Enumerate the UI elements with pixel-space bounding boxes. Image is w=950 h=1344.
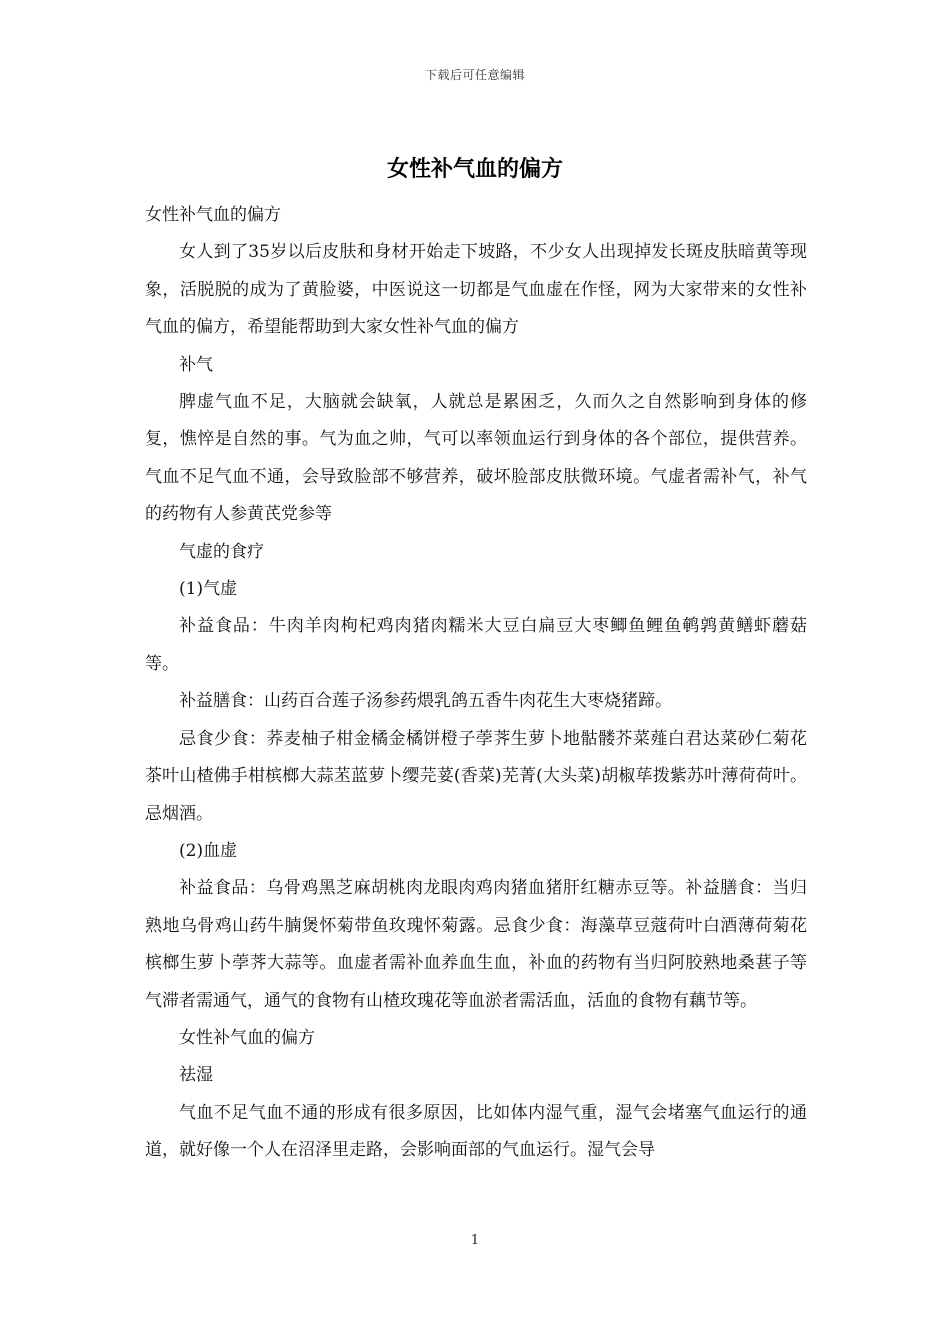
paragraph-subtitle: 女性补气血的偏方 (145, 205, 281, 225)
document-body (145, 197, 807, 1170)
paragraph-heading-qixu: (1)气虚 (179, 579, 238, 600)
paragraph-qixu-foods: 补益食品：牛肉羊肉枸杞鸡肉猪肉糯米大豆白扁豆大枣鲫鱼鲤鱼鹌鹑黄鳝虾蘑菇等。 (145, 616, 807, 674)
document-title: 女性补气血的偏方 (386, 156, 563, 182)
paragraph-heading-xuexu: (2)血虚 (179, 840, 238, 861)
paragraph-buqi: 脾虚气血不足，大脑就会缺氧，人就总是累困乏，久而久之自然影响到身体的修复，憔悴是自然的事。气为血之帅，气可以率领血运行到身体的各个部位，提供营养。气血不足气血不通，会导致脸部不够营养，破坏脸部皮肤微环境。气虚者需补气，补气的药物有人参黄芪党参等 (145, 392, 807, 525)
paragraph-xuexu: 补益食品：乌骨鸡黑芝麻胡桃肉龙眼肉鸡肉猪血猪肝红糖赤豆等。补益膳食：当归熟地乌骨鸡山药牛腩煲怀菊带鱼玫瑰怀菊露。忌食少食：海藻草豆蔻荷叶白酒薄荷菊花槟榔生萝卜荸荠大蒜等。血虚者需补血养血生血，补血的药物有当归阿胶熟地桑葚子等气滞者需通气，通气的食物有山楂玫瑰花等血淤者需活血，活血的食物有藕节等。 (145, 878, 807, 1011)
paragraph-qixu-meals: 补益膳食：山药百合莲子汤参药煨乳鸽五香牛肉花生大枣烧猪蹄。 (179, 691, 672, 712)
paragraph-heading-qushi: 祛湿 (179, 1065, 213, 1086)
page-number: 1 (470, 1233, 480, 1248)
paragraph-qushi: 气血不足气血不通的形成有很多原因，比如体内湿气重，湿气会堵塞气血运行的通道，就好像一个人在沼泽里走路，会影响面部的气血运行。湿气会导 (145, 1102, 807, 1161)
paragraph-section-title: 女性补气血的偏方 (179, 1027, 315, 1048)
header-note: 下载后可任意编辑 (424, 68, 525, 82)
paragraph-heading-buqi: 补气 (179, 354, 213, 375)
paragraph-intro: 女人到了35岁以后皮肤和身材开始走下坡路，不少女人出现掉发长斑皮肤暗黄等现象，活脱脱的成为了黄脸婆，中医说这一切都是气血虚在作怪，网为大家带来的女性补气血的偏方，希望能帮助到大家女性补气血的偏方 (145, 242, 807, 338)
paragraph-qixu-avoid: 忌食少食：荞麦柚子柑金橘金橘饼橙子荸荠生萝卜地骷髅芥菜薤白君达菜砂仁菊花茶叶山楂佛手柑槟榔大蒜苤蓝萝卜缨芫荽(香菜)芜菁(大头菜)胡椒荜拨紫苏叶薄荷荷叶。忌烟酒。 (145, 728, 807, 824)
paragraph-heading-qixu-diet: 气虚的食疗 (179, 541, 264, 562)
